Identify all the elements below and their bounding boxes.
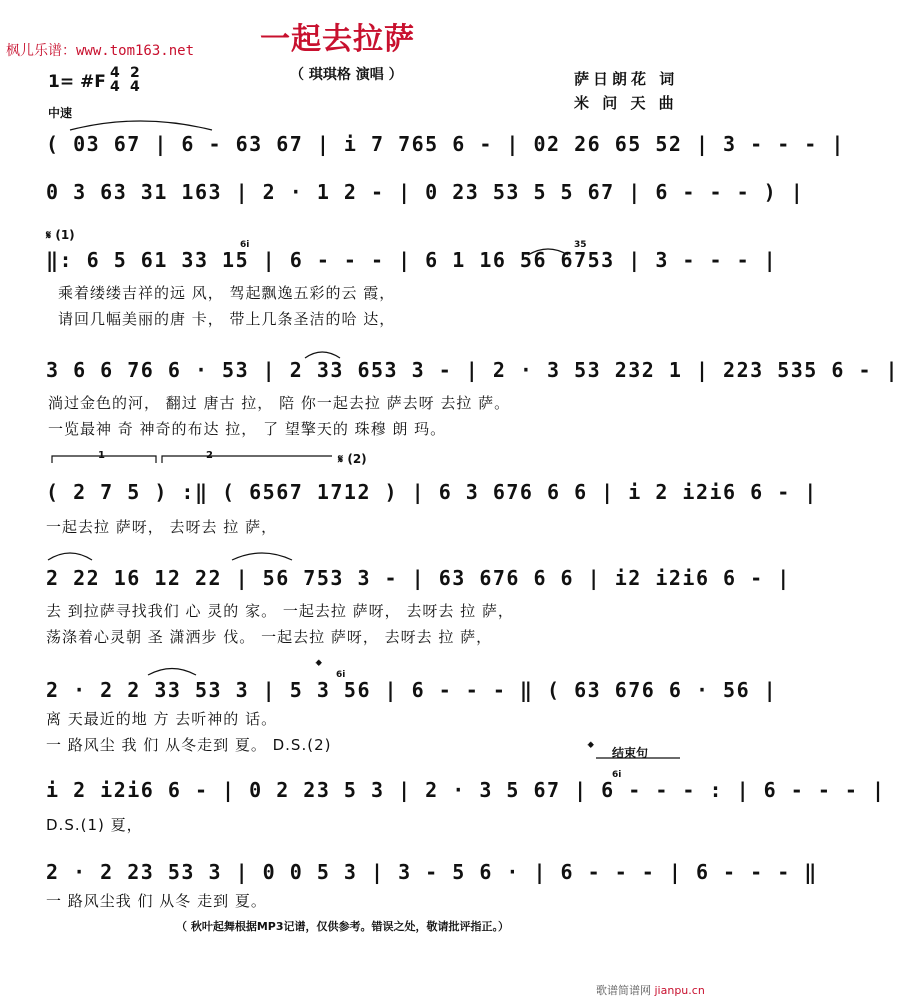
ending-label: 结束句 (612, 746, 649, 760)
segno-2: 𝄋 (2) (338, 452, 367, 466)
tempo-marking: 中速 (48, 106, 73, 120)
watermark-site: 枫儿乐谱：www.tom163.net (6, 43, 195, 59)
volta-2-label: 2 (206, 450, 213, 461)
watermark-bottom (596, 982, 705, 998)
notation-row-3: ‖: 6 5 61 33 15 | 6 - - - | 6 1 16 56 6753 | 3 - - - | (46, 248, 778, 272)
page-title: 一起去拉萨 (260, 22, 415, 57)
lyric-row-9: 一 路风尘我 们 从冬 走到 夏。 (46, 892, 267, 910)
composer: 米 问 天 曲 (574, 94, 678, 112)
slur (70, 121, 212, 130)
coda-sign-2: 𝄌 (588, 738, 594, 757)
lyric-row-4-verse-2: 一览最神 奇 神奇的布达 拉， 了 望擎天的 珠穆 朗 玛。 (48, 420, 447, 438)
grace-note-3: 6i (336, 670, 346, 680)
volta-1-label: 1 (98, 450, 105, 461)
coda-sign: 𝄌 (316, 656, 322, 675)
grace-note-4: 6i (612, 770, 622, 780)
lyric-row-3-verse-2: 请回几幅美丽的唐 卡， 带上几条圣洁的哈 达， (58, 310, 396, 328)
lyric-row-7-verse-1: 离 天最近的地 方 去听神的 话。 (46, 710, 278, 728)
lyric-row-6-verse-2: 荡涤着心灵朝 圣 潇洒步 伐。 一起去拉 萨呀， 去呀去 拉 萨， (46, 628, 493, 646)
segno-1: 𝄋 (1) (46, 228, 75, 242)
watermark-bottom-prefix: 歌谱简谱网 (596, 984, 655, 997)
lyricist: 萨日朗花 词 (574, 70, 679, 88)
time-signature: 4 4 (110, 65, 120, 95)
notation-row-8: i 2 i2i6 6 - | 0 2 23 5 3 | 2 · 3 5 67 | 6 - - - : | 6 - - - | (46, 778, 886, 802)
notation-row-6: 2 22 16 12 22 | 56 753 3 - | 63 676 6 6 | i2 i2i6 6 - | (46, 566, 791, 590)
slur (148, 669, 196, 676)
lyric-row-7-verse-2: 一 路风尘 我 们 从冬走到 夏。 D.S.(2) (46, 736, 332, 754)
watermark-bottom-url: jianpu.cn (654, 984, 705, 997)
slur (48, 553, 92, 560)
notation-row-4: 3 6 6 76 6 · 53 | 2 33 653 3 - | 2 · 3 53 232 1 | 223 535 6 - | (46, 358, 899, 382)
notation-row-9: 2 · 2 23 53 3 | 0 0 5 3 | 3 - 5 6 · | 6 - - - | 6 - - - ‖ (46, 860, 818, 884)
lyric-row-3-verse-1: 乘着缕缕吉祥的远 风， 驾起飘逸五彩的云 霞， (58, 284, 396, 302)
lyric-row-5: 一起去拉 萨呀， 去呀去 拉 萨， (46, 518, 278, 536)
grace-note-2: 35 (574, 240, 587, 250)
key-signature: 1= #F (48, 72, 106, 92)
notation-row-1: ( 03 67 | 6 - 63 67 | i 7 765 6 - | 02 26 65 52 | 3 - - - | (46, 132, 845, 156)
slur (232, 553, 292, 560)
grace-note-1: 6i (240, 240, 250, 250)
lyric-row-4-verse-1: 淌过金色的河， 翻过 唐古 拉， 陪 你一起去拉 萨去呀 去拉 萨。 (48, 394, 511, 412)
lyric-row-6-verse-1: 去 到拉萨寻找我们 心 灵的 家。 一起去拉 萨呀， 去呀去 拉 萨， (46, 602, 514, 620)
singer: （ 琪琪格 演唱 ） (290, 67, 403, 83)
notation-row-7: 2 · 2 2 33 53 3 | 5 3 56 | 6 - - - ‖ ( 63 676 6 · 56 | (46, 678, 778, 702)
notation-row-5: ( 2 7 5 ) :‖ ( 6567 1712 ) | 6 3 676 6 6 | i 2 i2i6 6 - | (46, 480, 818, 504)
time-signature-2: 2 4 (130, 65, 140, 95)
notation-row-2: 0 3 63 31 163 | 2 · 1 2 - | 0 23 53 5 5 67 | 6 - - - ) | (46, 180, 805, 204)
footer-note: （ 秋叶起舞根据MP3记谱，仅供参考。错误之处，敬请批评指正。） (176, 920, 509, 933)
volta-2-bracket (162, 456, 332, 463)
lyric-row-8: D.S.(1) 夏， (46, 816, 143, 834)
